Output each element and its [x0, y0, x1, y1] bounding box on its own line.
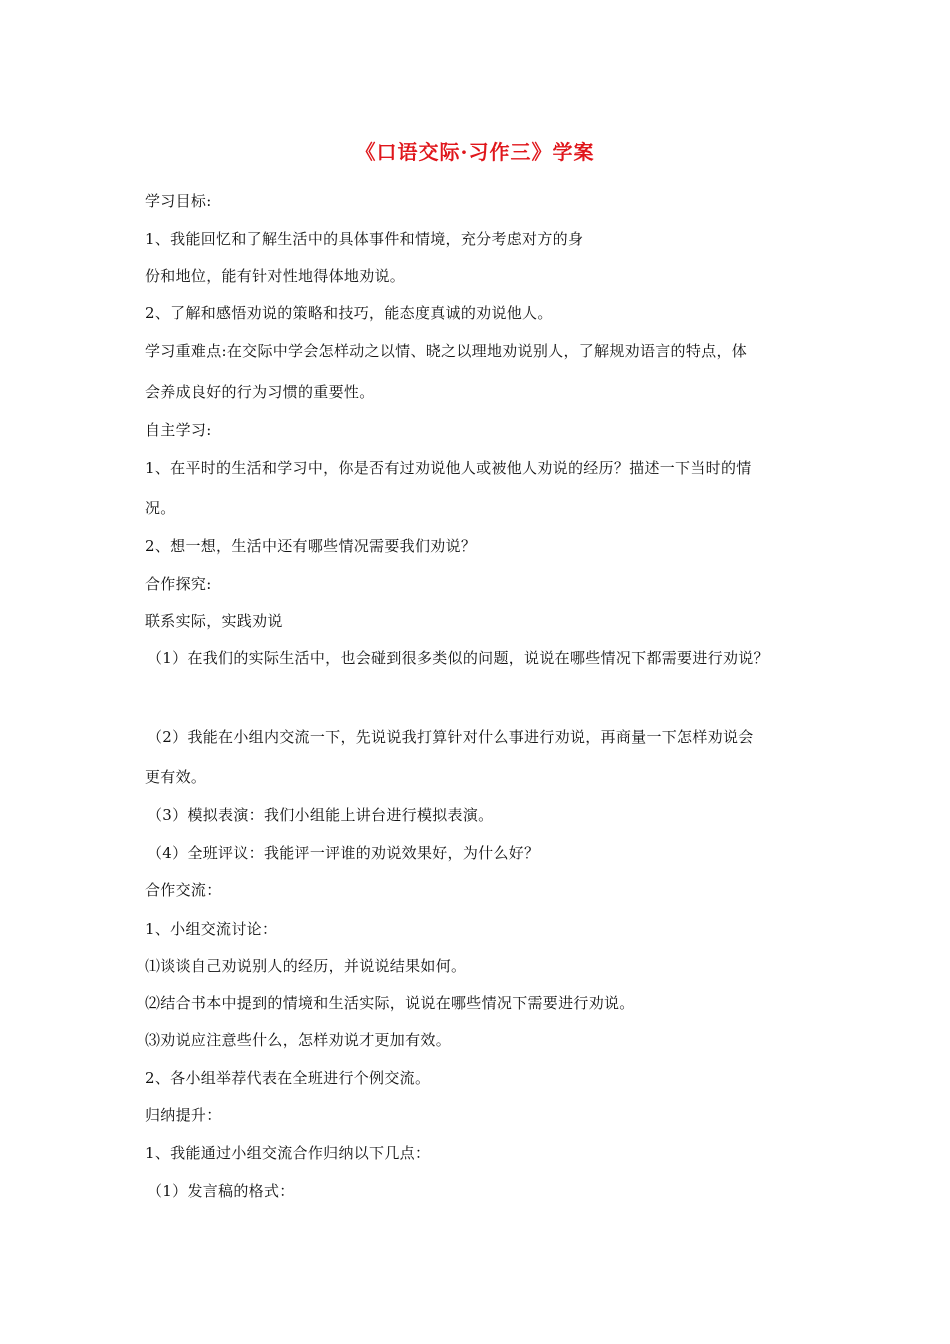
key-points-line-1: 学习重难点:在交际中学会怎样动之以情、晓之以理地劝说别人，了解规劝语言的特点，体 — [145, 342, 748, 360]
document-title: 《口语交际·习作三》学案 — [355, 140, 595, 164]
goal-1-line-2: 份和地位，能有针对性地得体地劝说。 — [145, 267, 406, 285]
self-study-1-line-2: 况。 — [145, 499, 176, 517]
exchange-2: 2、各小组举荐代表在全班进行个例交流。 — [145, 1069, 431, 1087]
heading-cooperative-exchange: 合作交流： — [145, 881, 222, 899]
inquiry-item-4: （4）全班评议：我能评一评谁的劝说效果好，为什么好？ — [147, 844, 540, 862]
summary-1-sub-1: （1）发言稿的格式： — [147, 1182, 295, 1200]
summary-1: 1、我能通过小组交流合作归纳以下几点： — [145, 1144, 431, 1162]
heading-self-study: 自主学习: — [145, 421, 212, 439]
goal-1-line-1: 1、我能回忆和了解生活中的具体事件和情境，充分考虑对方的身 — [145, 230, 584, 248]
inquiry-item-3: （3）模拟表演：我们小组能上讲台进行模拟表演。 — [147, 806, 494, 824]
goal-2: 2、了解和感悟劝说的策略和技巧，能态度真诚的劝说他人。 — [145, 304, 553, 322]
heading-cooperative-inquiry: 合作探究: — [145, 575, 212, 593]
heading-learning-goals: 学习目标: — [145, 192, 212, 210]
inquiry-item-2-line-1: （2）我能在小组内交流一下，先说说我打算针对什么事进行劝说，再商量一下怎样劝说会 — [147, 728, 754, 746]
inquiry-subtitle: 联系实际，实践劝说 — [145, 612, 283, 630]
self-study-2: 2、想一想，生活中还有哪些情况需要我们劝说？ — [145, 537, 477, 555]
heading-summary: 归纳提升： — [145, 1106, 222, 1124]
key-points-line-2: 会养成良好的行为习惯的重要性。 — [145, 383, 375, 401]
exchange-1-sub-2: ⑵结合书本中提到的情境和生活实际，说说在哪些情况下需要进行劝说。 — [145, 994, 635, 1012]
self-study-1-line-1: 1、在平时的生活和学习中，你是否有过劝说他人或被他人劝说的经历？描述一下当时的情 — [145, 459, 752, 477]
exchange-1-sub-1: ⑴谈谈自己劝说别人的经历，并说说结果如何。 — [145, 957, 467, 975]
exchange-1: 1、小组交流讨论： — [145, 920, 278, 938]
inquiry-item-1: （1）在我们的实际生活中，也会碰到很多类似的问题，说说在哪些情况下都需要进行劝说？ — [147, 649, 769, 667]
exchange-1-sub-3: ⑶劝说应注意些什么，怎样劝说才更加有效。 — [145, 1031, 452, 1049]
inquiry-item-2-line-2: 更有效。 — [145, 768, 207, 786]
